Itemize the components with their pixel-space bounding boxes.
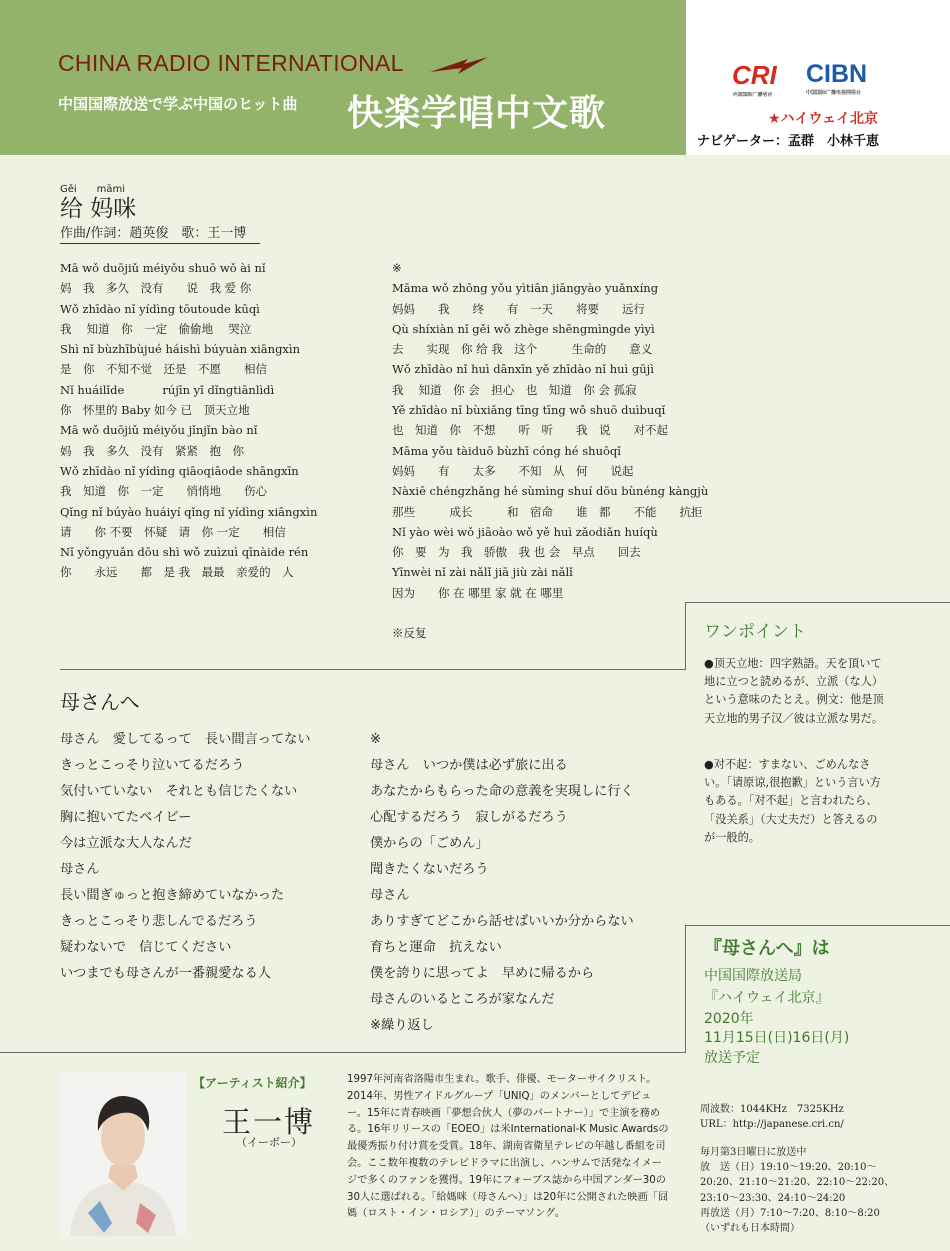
lyric-line: 妈 我 多久 没有 紧紧 抱 你 (60, 443, 244, 458)
song-title: 给 妈咪 (60, 196, 137, 222)
broadcast-line: 『ハイウェイ北京』 (704, 990, 830, 1006)
translation-line: 母さん (370, 888, 410, 903)
translation-line: きっとこっそり泣いてるだろう (60, 758, 245, 773)
broadcast-divider-vertical (685, 925, 686, 1053)
lyric-line: 那些 成长 和 宿命 谁 都 不能 抗拒 (392, 504, 703, 519)
lyric-line: 我 知道 你 一定 偷偷地 哭泣 (60, 321, 252, 336)
lightning-icon (428, 54, 490, 76)
translation-line: いつまでも母さんが一番親愛なる人 (60, 966, 271, 981)
lyric-line: 我 知道 你 一定 悄悄地 伤心 (60, 484, 267, 499)
one-point-note-2: ●对不起：すまない、ごめんなさい。「请原谅,很抱歉」という言い方もある。「对不起」と言われたら、「没关系」（大丈夫だ）と答えるのが一般的。 (704, 758, 881, 844)
song-title-pinyin: Gěi māmi (60, 184, 126, 195)
translation-line: 気付いていない それとも信じたくない (60, 784, 298, 799)
lyric-line: Yě zhīdào nǐ bùxiǎng tīng tīng wǒ shuō duìbuqǐ (392, 403, 666, 418)
lyric-line: Māma wǒ zhōng yǒu yìtiān jiāngyào yuǎnxíng (392, 281, 659, 296)
artist-bio: 1997年河南省洛陽市生まれ。歌手、俳優、モーターサイクリスト。2014年、男性アイドルグループ「UNIQ」のメンバーとしてデビュー。15年に青春映画「夢想合伙人（夢のパートナー）」で主演を務める。16年リリースの「EOEO」は米International-K Music Awardsの最優秀振り付け賞を受賞。18年、湖南省衛星テレビの年越し番組を司会。ここ数年複数のテレビドラマに出演し、ハンサムで活発なイメージで多くのファンを獲得。19年にフォーブス誌から中国アンダー30の30人に選ばれる。「給媽咪（母さんへ）」は20年に公開された映画「囧媽（ロスト・イン・ロシア）」のテーマソング。 (347, 1074, 669, 1220)
translation-line: 母さん 愛してるって 長い間言ってない (60, 732, 311, 747)
broadcast-line: 中国国際放送局 (704, 968, 802, 984)
translation-column-2 (370, 727, 634, 1039)
lyric-line: Nǐ yǒngyuǎn dōu shì wǒ zuìzuì qīnàide rén (60, 545, 309, 560)
lyric-line: Qù shíxiàn nǐ gěi wǒ zhège shēngmìngde yìyì (392, 321, 655, 336)
show-name: ★ハイウェイ北京 (768, 111, 878, 127)
translation-line: 母さん いつか僕は必ず旅に出る (370, 758, 568, 773)
artist-heading: 【アーティスト紹介】 (193, 1076, 312, 1090)
lyric-line: ※ (392, 261, 402, 275)
schedule-heading: 毎月第3日曜日に放送中 (700, 1147, 807, 1158)
schedule-line: （いずれも日本時間） (700, 1223, 800, 1235)
lyric-line: 我 知道 你 会 担心 也 知道 你 会 孤寂 (392, 382, 637, 397)
lyric-line: Mā wǒ duōjiǔ méiyǒu shuō wǒ ài nǐ (60, 261, 266, 275)
translation-line: 聞きたくないだろう (370, 862, 489, 877)
schedule-line: 再放送（月）7:10～7:20、8:10～8:20 (700, 1207, 880, 1219)
lyric-line: Yīnwèi nǐ zài nǎlǐ jiā jiù zài nǎlǐ (392, 565, 573, 580)
cibn-logo (806, 60, 867, 96)
translation-title: 母さんへ (60, 690, 140, 714)
lyrics-column-2 (392, 258, 708, 644)
broadcast-line: 放送予定 (704, 1050, 760, 1066)
broadcast-divider (685, 925, 950, 926)
one-point-heading: ワンポイント (704, 622, 806, 642)
one-point-note-1: ●顶天立地：四字熟語。天を頂いて地に立つと読めるが、立派（な人）という意味のたとえ。例文：他是顶天立地的男子汉／彼は立派な男だ。 (704, 657, 884, 725)
lyric-line: Qǐng nǐ búyào huáiyí qǐng nǐ yídìng xiāngxìn (60, 504, 318, 519)
artist-name: 王一博 (222, 1105, 316, 1139)
cri-logo (732, 60, 777, 98)
translation-line: 疑わないで 信じてください (60, 940, 232, 955)
frequency-text: 周波数：1044KHz 7325KHz (700, 1104, 844, 1115)
lyric-line: Mā wǒ duōjiǔ méiyǒu jǐnjǐn bào nǐ (60, 423, 258, 438)
lyric-line: 妈 我 多久 没有 说 我 爱 你 (60, 281, 252, 296)
lyric-line: 是 你 不知不觉 还是 不愿 相信 (60, 362, 267, 377)
artist-reading: （イーボー） (236, 1136, 302, 1149)
box-divider-vertical (685, 602, 686, 670)
translation-column-1 (60, 727, 311, 987)
lyric-line: Nàxiē chéngzhǎng hé sùmìng shuí dōu bùnéng kàngjù (392, 484, 709, 499)
translation-line: 母さんのいるところが家なんだ (370, 992, 555, 1007)
lyric-line: 也 知道 你 不想 听 听 我 说 对不起 (392, 423, 668, 438)
brand-title: CHINA RADIO INTERNATIONAL (58, 50, 404, 76)
section-divider (60, 669, 685, 670)
lyric-line: 你 永远 都 是 我 最最 亲爱的 人 (60, 565, 294, 580)
lyric-line: 因为 你 在 哪里 家 就 在 哪里 (392, 585, 564, 600)
translation-line: 胸に抱いてたベイビー (60, 810, 192, 825)
cri-logo-sub: 中国国际广播电台 (732, 92, 773, 98)
translation-line: あなたからもらった命の意義を実現しに行く (370, 784, 634, 799)
navigator-names: ナビゲーター：孟群 小林千恵 (697, 134, 880, 149)
translation-line: ありすぎてどこから話せばいいか分からない (370, 914, 634, 929)
lyric-line (392, 603, 708, 623)
website-url[interactable]: URL：http://japanese.cri.cn/ (700, 1119, 844, 1131)
program-title: 快楽学唱中文歌 (347, 93, 607, 134)
lyric-line: Shì nǐ bùzhībùjué háishì búyuàn xiāngxìn (60, 342, 301, 357)
lyric-line: 妈妈 有 太多 不知 从 何 说起 (392, 463, 634, 478)
lyric-line: ※反复 (392, 626, 427, 641)
translation-line: 長い間ぎゅっと抱き締めていなかった (60, 888, 285, 903)
lyric-line: Wǒ zhīdào nǐ yídìng qiāoqiāode shāngxīn (60, 463, 299, 478)
translation-line: 今は立派な大人なんだ (60, 836, 192, 851)
lyric-line: 请 你 不要 怀疑 请 你 一定 相信 (60, 524, 286, 539)
cibn-logo-sub: 中国国际广播电视网络台 (806, 90, 862, 96)
lyric-line: Nǐ yào wèi wǒ jiāoào wǒ yě huì zǎodiǎn huíqù (392, 524, 658, 539)
station-info (700, 1102, 844, 1132)
bottom-divider (0, 1052, 686, 1053)
lyrics-column-1 (60, 258, 317, 583)
lyric-line: 去 实现 你 给 我 这个 生命的 意义 (392, 342, 653, 357)
broadcast-title: 『母さんへ』は (704, 938, 830, 959)
cri-logo-text: CRI (732, 60, 777, 90)
translation-line: ※繰り返し (370, 1018, 434, 1033)
translation-line: 母さん (60, 862, 100, 877)
translation-line: 育ちと運命 抗えない (370, 940, 502, 955)
broadcast-line: 11月15日(日)16日(月) (704, 1030, 850, 1046)
schedule-line: 放 送（日）19:10～19:20、20:10～ (700, 1162, 877, 1174)
schedule-info (700, 1145, 894, 1236)
lyric-line: Wǒ zhīdào nǐ huì dānxīn yě zhīdào nǐ huì gūjì (392, 362, 654, 377)
translation-line: きっとこっそり悲しんでるだろう (60, 914, 258, 929)
broadcast-line: 2020年 (704, 1011, 754, 1027)
translation-line: 僕を誇りに思ってよ 早めに帰るから (370, 966, 595, 981)
song-credits: 作曲/作詞：趙英俊 歌：王一博 (60, 226, 247, 241)
header-subtitle: 中国国際放送で学ぶ中国のヒット曲 (58, 95, 298, 113)
lyric-line: Wǒ zhīdào nǐ yídìng tōutoude kūqì (60, 301, 260, 316)
box-divider-top (685, 602, 950, 603)
schedule-line: 20:20、21:10～21:20、22:10～22:20、 (700, 1177, 895, 1189)
cibn-logo-text: CIBN (806, 60, 868, 88)
lyric-line: Māma yǒu tàiduō bùzhī cóng hé shuōqǐ (392, 443, 621, 458)
artist-photo (60, 1073, 186, 1236)
translation-line: ※ (370, 732, 382, 747)
credits-underline (60, 243, 260, 244)
lyric-line: 妈妈 我 终 有 一天 将要 远行 (392, 301, 645, 316)
translation-line: 心配するだろう 寂しがるだろう (370, 810, 568, 825)
lyric-line: 你 怀里的 Baby 如今 已 顶天立地 (60, 403, 250, 418)
lyric-line: 你 要 为 我 骄傲 我 也 会 早点 回去 (392, 545, 641, 560)
lyric-line: Nǐ huáilǐde rújīn yǐ dǐngtiānlìdì (60, 382, 275, 397)
schedule-line: 23:10～23:30、24:10～24:20 (700, 1192, 846, 1204)
translation-line: 僕からの「ごめん」 (370, 836, 489, 851)
